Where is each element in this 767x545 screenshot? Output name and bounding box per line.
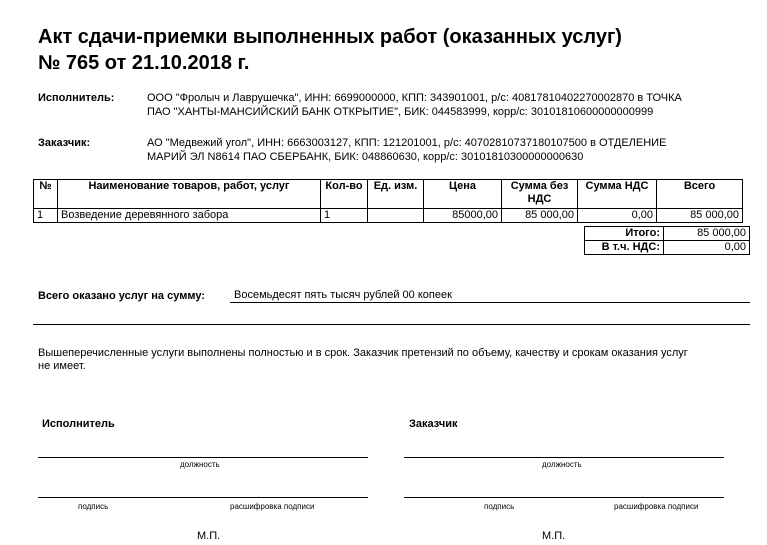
col-header-sum-no-vat [502, 180, 578, 209]
executor-details-line1: ООО "Фролыч и Лаврушечка", ИНН: 6699000000, КПП: 343901001, р/с: 40817810402270002870 в ТОЧКА [147, 92, 682, 104]
total-services-underline [230, 302, 750, 303]
executor-decoding-caption: расшифровка подписи [230, 502, 315, 511]
customer-stamp: М.П. [542, 530, 566, 542]
totals-table [584, 226, 750, 255]
col-header-sum-no-vat-line2: НДС [527, 193, 552, 205]
executor-stamp: М.П. [197, 530, 221, 542]
items-table [33, 179, 743, 223]
itogo-row [585, 227, 750, 241]
vat-row [585, 241, 750, 255]
col-header-price-text: Цена [448, 180, 477, 192]
col-header-vat: Сумма НДС [578, 180, 657, 209]
total-services-value: Восемьдесят пять тысяч рублей 00 копеек [234, 289, 452, 301]
document-title: Акт сдачи-приемки выполненных работ (оказанных услуг) [38, 26, 622, 48]
itogo-value: 85 000,00 [664, 227, 750, 241]
cell-vat: 0,00 [578, 209, 657, 223]
customer-details-line2: МАРИЙ ЭЛ N8614 ПАО СБЕРБАНК, БИК: 048860630, корр/с: 30101810300000000630 [147, 151, 584, 163]
customer-details-line1: АО "Медвежий угол", ИНН: 6663003127, КПП: 121201001, р/с: 40702810737180107500 в ОТДЕЛЕНИЕ [147, 137, 667, 149]
vat-total-label: В т.ч. НДС: [585, 241, 664, 255]
customer-position-caption: должность [542, 460, 582, 469]
col-header-qty: Кол-во [321, 180, 368, 209]
col-header-name: Наименование товаров, работ, услуг [58, 180, 321, 209]
customer-position-line [404, 457, 724, 458]
cell-unit [368, 209, 424, 223]
executor-label: Исполнитель: [38, 92, 115, 104]
executor-position-caption: должность [180, 460, 220, 469]
statement-line1: Вышеперечисленные услуги выполнены полностью и в срок. Заказчик претензий по объему, качеству и срокам оказания услуг [38, 347, 688, 359]
vat-total-value: 0,00 [664, 241, 750, 255]
cell-sum-no-vat: 85 000,00 [502, 209, 578, 223]
customer-signature-line [404, 497, 724, 498]
cell-name: Возведение деревянного забора [58, 209, 321, 223]
executor-signature-line [38, 497, 368, 498]
document-number-date: № 765 от 21.10.2018 г. [38, 52, 250, 74]
total-services-separator [33, 324, 750, 325]
col-header-price [424, 180, 502, 209]
table-row [34, 209, 743, 223]
executor-position-line [38, 457, 368, 458]
table-header-row [34, 180, 743, 209]
cell-qty: 1 [321, 209, 368, 223]
col-header-unit: Ед. изм. [368, 180, 424, 209]
executor-signature-title: Исполнитель [42, 418, 115, 430]
itogo-label: Итого: [585, 227, 664, 241]
col-header-total: Всего [657, 180, 743, 209]
customer-signature-caption: подпись [484, 502, 515, 511]
total-services-label: Всего оказано услуг на сумму: [38, 290, 205, 302]
cell-price: 85000,00 [424, 209, 502, 223]
col-header-sum-no-vat-line1: Сумма без [510, 180, 569, 192]
customer-decoding-caption: расшифровка подписи [614, 502, 699, 511]
cell-total: 85 000,00 [657, 209, 743, 223]
customer-signature-title: Заказчик [409, 418, 458, 430]
cell-num: 1 [34, 209, 58, 223]
statement-line2: не имеет. [38, 360, 86, 372]
customer-label: Заказчик: [38, 137, 91, 149]
executor-signature-caption: подпись [78, 502, 109, 511]
executor-details-line2: ПАО "ХАНТЫ-МАНСИЙСКИЙ БАНК ОТКРЫТИЕ", БИК: 044583999, корр/с: 30101810600000000999 [147, 106, 654, 118]
col-header-num: № [34, 180, 58, 209]
